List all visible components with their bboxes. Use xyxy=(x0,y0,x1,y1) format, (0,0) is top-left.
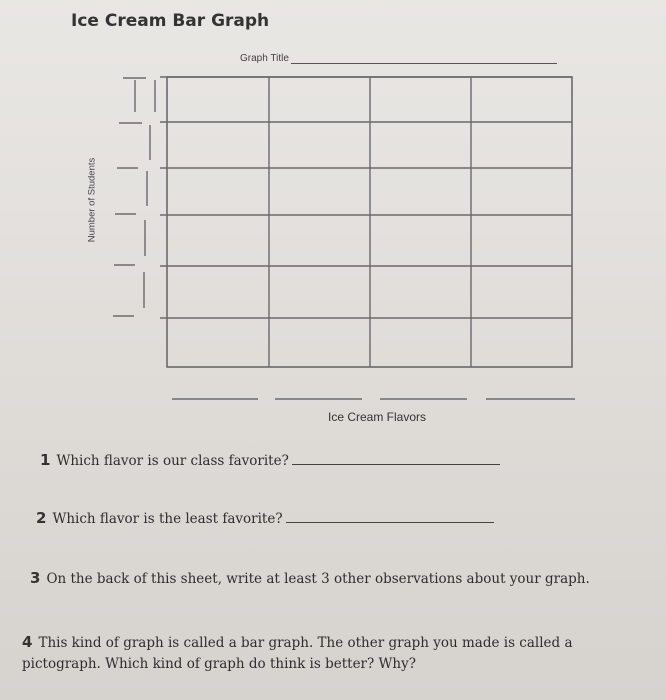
question-3-number: 3 xyxy=(30,569,41,587)
y-axis-label: Number of Students xyxy=(86,157,98,243)
question-1-number: 1 xyxy=(40,451,51,469)
question-1-text: Which flavor is our class favorite? xyxy=(56,453,289,469)
question-2-answer-line[interactable] xyxy=(286,510,494,523)
question-1-answer-line[interactable] xyxy=(292,452,500,465)
question-2-number: 2 xyxy=(36,509,47,527)
worksheet-title: Ice Cream Bar Graph xyxy=(71,11,270,31)
question-3 xyxy=(30,568,650,590)
x-axis-label: Ice Cream Flavors xyxy=(328,410,427,424)
question-2 xyxy=(36,508,494,530)
question-4 xyxy=(22,632,638,675)
question-3-text: On the back of this sheet, write at least 3 other observations about your graph. xyxy=(46,571,590,587)
question-4-text: This kind of graph is called a bar graph. The other graph you made is called a pictograph. Which kind of graph do think is better? Why? xyxy=(22,635,573,672)
question-4-number: 4 xyxy=(22,633,33,651)
question-1 xyxy=(40,450,500,472)
question-2-text: Which flavor is the least favorite? xyxy=(52,511,283,527)
graph-title-label: Graph Title xyxy=(240,53,289,64)
